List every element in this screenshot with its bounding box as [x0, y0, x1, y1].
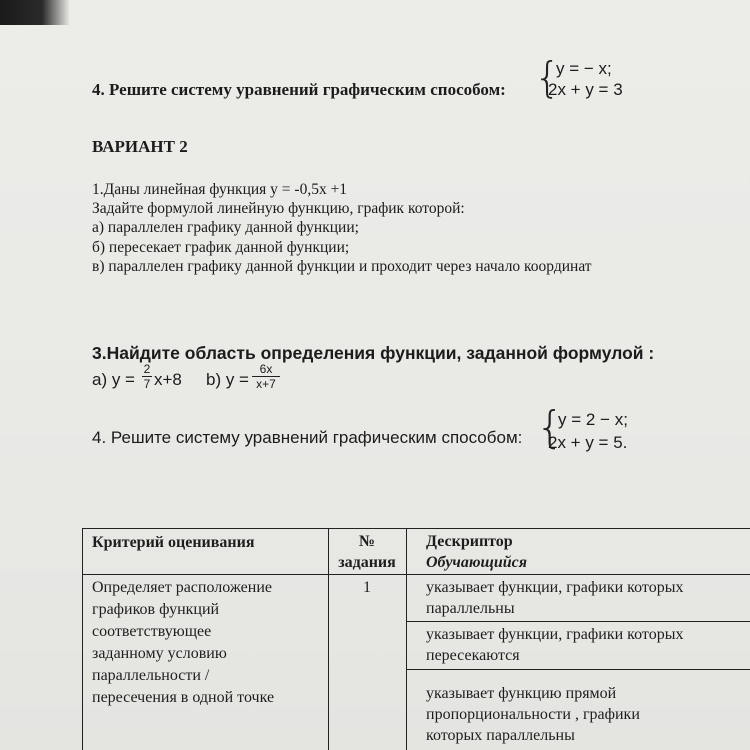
- task3-b-prefix: b) y =: [206, 370, 249, 389]
- task4-bottom-eq1: y = 2 − x;: [558, 410, 628, 429]
- variant-title: ВАРИАНТ 2: [92, 137, 188, 156]
- criterion-line: графиков функций: [92, 601, 220, 618]
- criterion-line: параллельности /: [92, 667, 210, 684]
- criterion-line: соответствующее: [92, 623, 212, 640]
- header-student: Обучающийся: [426, 554, 527, 571]
- task4-top-eq2: 2x + y = 3: [548, 80, 623, 99]
- task1-option-v: в) параллелен графику данной функции и проходит через начало координат: [92, 258, 592, 275]
- descriptor-2-line: указывает функции, графики которых: [426, 626, 684, 643]
- header-descriptor: Дескриптор: [426, 533, 513, 550]
- criteria-table: [82, 528, 750, 750]
- task3-b-numerator: 6x: [259, 362, 273, 376]
- header-task: задания: [338, 554, 396, 571]
- task1-option-a: а) параллелен графику данной функции;: [92, 219, 359, 236]
- task3-a-numerator: 2: [143, 362, 151, 376]
- task4-top-text: 4. Решите систему уравнений графическим способом:: [92, 80, 506, 99]
- system-brace-top: {: [534, 53, 561, 102]
- task-number: 1: [363, 579, 371, 596]
- descriptor-3-line: пропорциональности , графики: [426, 706, 640, 723]
- task1-option-b: б) пересекает график данной функции;: [92, 239, 350, 256]
- criterion-line: пересечения в одной точке: [92, 689, 275, 706]
- descriptor-1-line: параллельны: [426, 600, 515, 617]
- task1-line2: Задайте формулой линейную функцию, график которой:: [92, 200, 465, 217]
- table-col-divider-2: [406, 528, 407, 750]
- task3-a-denominator: 7: [143, 377, 151, 391]
- descriptor-divider-1: [406, 621, 750, 622]
- task3-b-fraction: [252, 363, 280, 390]
- system-brace-bottom: {: [536, 402, 564, 453]
- header-criterion: Критерий оценивания: [92, 534, 255, 551]
- task3-a-prefix: а) y =: [92, 370, 135, 389]
- task3-b-denominator: x+7: [256, 377, 276, 391]
- descriptor-divider-2: [406, 669, 750, 670]
- task1-line1: 1.Даны линейная функция y = -0,5x +1: [92, 181, 348, 198]
- task3-a-fraction: [142, 363, 152, 390]
- table-header-divider: [82, 574, 750, 575]
- task3-title: [92, 343, 654, 364]
- descriptor-3-line: которых параллельны: [426, 727, 575, 744]
- descriptor-3-line: указывает функцию прямой: [426, 685, 617, 702]
- header-number-symbol: №: [358, 533, 376, 550]
- page-shadow: [0, 0, 70, 25]
- task4-bottom-text: 4. Решите систему уравнений графическим способом:: [92, 428, 523, 447]
- criterion-line: Определяет расположение: [92, 579, 272, 596]
- table-border-left: [82, 528, 83, 750]
- task3-a-suffix: x+8: [154, 370, 182, 389]
- descriptor-2-line: пересекаются: [426, 647, 520, 664]
- criterion-line: заданному условию: [92, 645, 227, 662]
- task4-bottom-eq2: 2x + y = 5.: [548, 433, 628, 452]
- task3-title-text: 3.Найдите область определения функции, заданной формулой :: [92, 343, 655, 363]
- task4-top-eq1: y = − x;: [556, 59, 612, 78]
- table-border-top: [82, 528, 750, 529]
- descriptor-1-line: указывает функции, графики которых: [426, 579, 684, 596]
